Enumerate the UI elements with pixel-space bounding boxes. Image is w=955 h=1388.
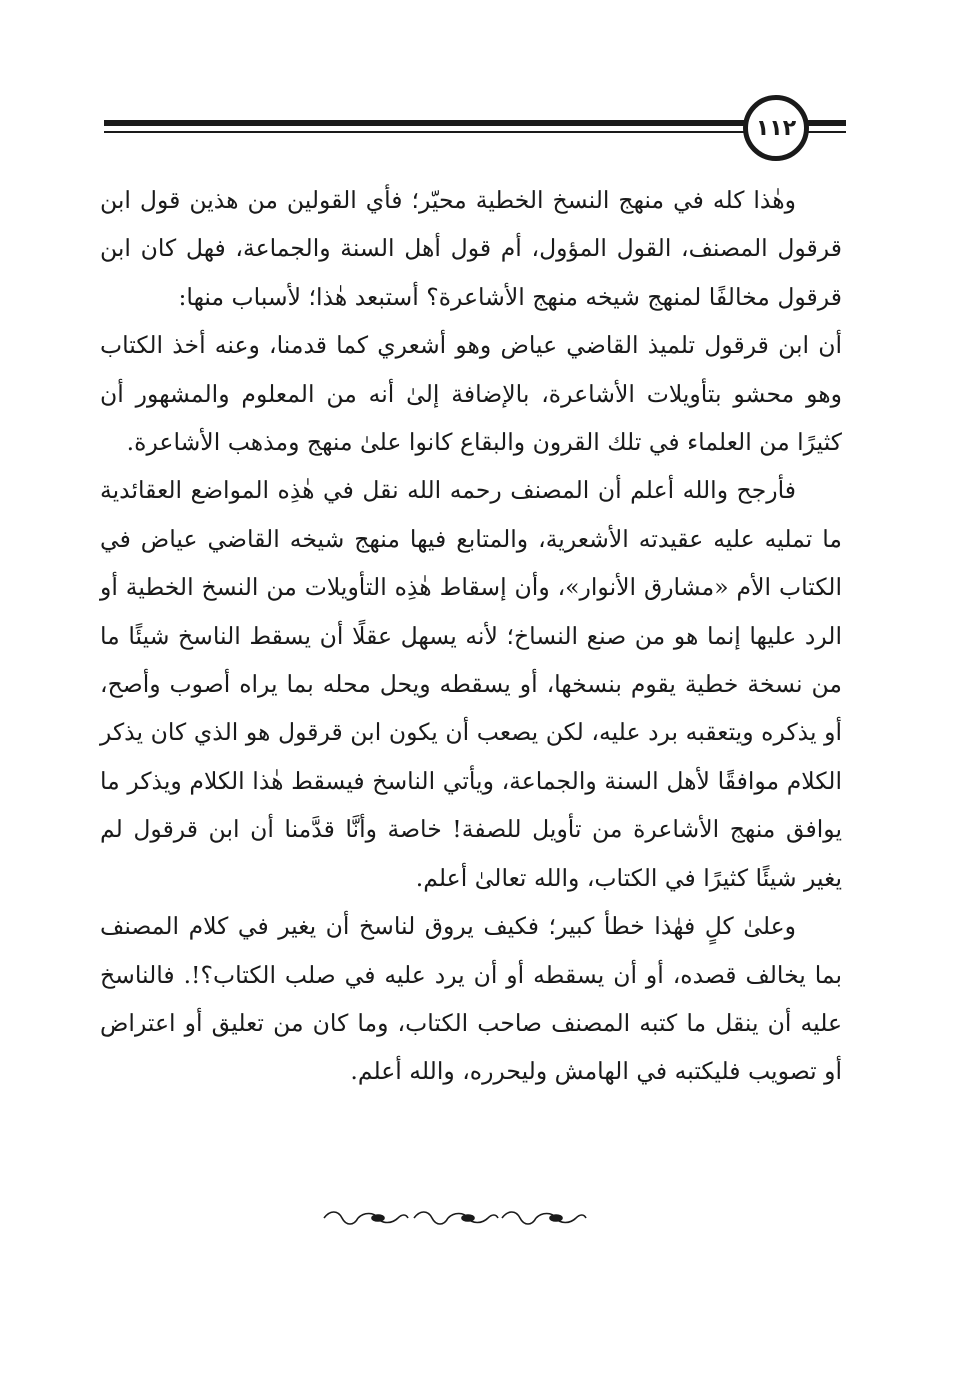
paragraph-2: أن ابن قرقول تلميذ القاضي عياض وهو أشعري كما قدمنا، وعنه أخذ الكتاب وهو محشو بتأويلات الأشاعرة، بالإضافة إلىٰ أنه من المعلوم والمشهور أن كثيرًا من العلماء في تلك القرون والبقاع كانوا علىٰ منهج ومذهب الأشاعرة. — [100, 331, 842, 457]
body-text — [100, 176, 842, 1096]
paragraph-4: وعلىٰ كلٍ فهٰذا خطأ كبير؛ فكيف يروق لناسخ أن يغير في كلام المصنف بما يخالف قصده، أو أن يسقطه أو أن يرد عليه في صلب الكتاب؟!. فالناسخ عليه أن ينقل ما كتبه المصنف صاحب الكتاب، وما كان من تعليق أو اعتراض أو تصويب فليكتبه في الهامش وليحرره، والله أعلم. — [100, 912, 842, 1086]
page-number-badge — [743, 95, 809, 161]
section-end-ornament-icon — [320, 1206, 588, 1230]
header-rule-thin — [104, 131, 846, 133]
header-rule-thick — [104, 120, 846, 126]
page-number: ١١٢ — [755, 115, 797, 141]
paragraph-1: وهٰذا كله في منهج النسخ الخطية محيّر؛ فأي القولين من هذين قول ابن قرقول المصنف، القول المؤول، أم قول أهل السنة والجماعة، فهل كان ابن قرقول مخالفًا لمنهج شيخه منهج الأشاعرة؟ أستبعد هٰذا؛ لأسباب منها: — [100, 186, 842, 311]
paragraph-3: فأرجح والله أعلم أن المصنف رحمه الله نقل في هٰذِه المواضع العقائدية ما تمليه عليه عقيدته الأشعرية، والمتابع فيها منهج شيخه القاضي عياض في الكتاب الأم «مشارق الأنوار»، وأن إسقاط هٰذِه التأويلات من النسخ الخطية أو الرد عليها إنما هو من صنع النساخ؛ لأنه يسهل عقلًا أن يسقط الناسخ شيئًا ما من نسخة خطية يقوم بنسخها، أو يسقطه ويحل محله بما يراه أصوب وأصح، أو يذكره ويتعقبه برد عليه، لكن يصعب أن يكون ابن قرقول هو الذي كان يذكر الكلام موافقًا لأهل السنة والجماعة، ويأتي الناسخ فيسقط هٰذا الكلام ويذكر ما يوافق منهج الأشاعرة من تأويل للصفة! خاصة وأنَّا قدَّمنا أن ابن قرقول لم يغير شيئًا كثيرًا في الكتاب، والله تعالىٰ أعلم. — [100, 476, 842, 892]
